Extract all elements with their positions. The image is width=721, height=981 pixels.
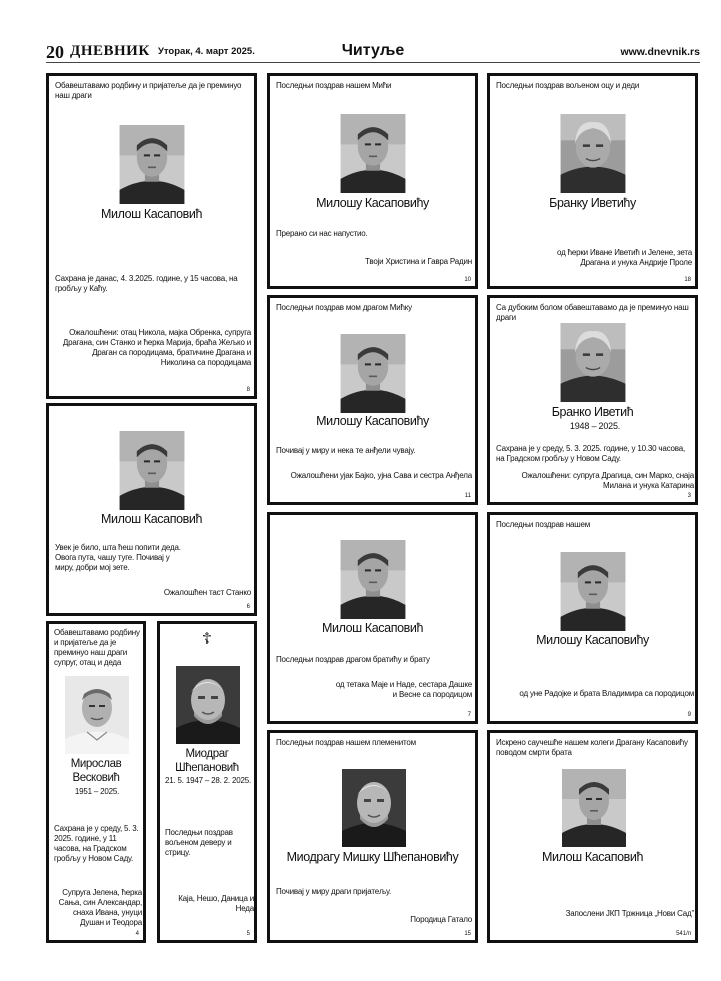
- portrait-photo: [119, 125, 185, 204]
- notice-code: 5: [246, 931, 250, 937]
- portrait-photo: [119, 431, 185, 510]
- notice-signature: од уне Радојке и брата Владимира са породицом: [519, 689, 694, 698]
- portrait-photo: [560, 114, 626, 193]
- notice-message: Прерано си нас напустио.: [276, 229, 368, 238]
- page-number: 20: [46, 42, 64, 62]
- issue-date: Уторак, 4. март 2025.: [158, 46, 255, 57]
- funeral-details: Сахрана је данас, 4. 3.2025. године, у 15 часова, на гробљу у Каћу.: [55, 274, 238, 293]
- obituary-notice-10: [267, 73, 478, 289]
- notice-message: Последњи поздрав вољеном деверу и стрицу.: [165, 828, 233, 857]
- website-link[interactable]: www.dnevnik.rs: [620, 46, 700, 58]
- funeral-details: Сахрана је у среду, 5. 3. 2025. године, у 11 часова, на Градском гробљу у Новом Саду.: [54, 824, 139, 863]
- portrait-photo: [560, 323, 626, 402]
- notice-code: 6: [246, 604, 250, 610]
- notice-intro: Последњи поздрав нашем племенитом: [276, 738, 416, 747]
- notice-intro: Са дубоким болом обавештавамо да је преминуо наш драги: [496, 303, 689, 322]
- notice-signature: Каја, Нешо, Даница и Неда: [178, 894, 254, 913]
- notice-code: 15: [464, 931, 471, 937]
- portrait-photo: [65, 676, 129, 754]
- notice-intro: Последњи поздрав нашем Мићи: [276, 81, 392, 90]
- obituary-notice-15: [267, 730, 478, 943]
- life-years: 1951 – 2025.: [74, 787, 120, 796]
- section-title: Читуље: [341, 42, 405, 59]
- obituary-notice-541: [487, 730, 698, 943]
- notice-intro: Последњи поздрав мом драгом Мићку: [276, 303, 412, 312]
- notice-code: 10: [464, 277, 471, 283]
- deceased-last-name: Шћепановић: [175, 762, 239, 774]
- obituary-notice-4: [46, 621, 146, 943]
- deceased-name: Милош Касаповић: [321, 621, 423, 635]
- portrait-photo: [340, 540, 406, 619]
- notice-intro: Обавештавамо родбину и пријатеље да је преминуо наш драги: [55, 81, 242, 100]
- notice-message: Последњи поздрав драгом братићу и брату: [276, 655, 430, 664]
- obituary-notice-8: [46, 73, 257, 399]
- obituary-notice-5: [157, 621, 257, 943]
- notice-signature: Породица Гатало: [410, 915, 472, 924]
- orthodox-cross-icon: ☦: [201, 631, 213, 648]
- deceased-name: Милошу Касаповићу: [316, 414, 429, 428]
- notice-signature: Ожалошћени: отац Никола, мајка Обренка, супруга Драгана, син Станко и ћерка Марија, браћа Жељко и Драган са породицама, братичине Драгана и Николина са породицама: [62, 328, 251, 367]
- obituary-notice-18: [487, 73, 698, 289]
- notice-code: 7: [467, 712, 471, 718]
- notice-signature: Супруга Јелена, ћерка Сања, син Александар, снаха Ивана, унуци Душан и Теодора: [58, 888, 142, 927]
- notice-code: 11: [464, 493, 471, 499]
- deceased-last-name: Весковић: [72, 772, 120, 784]
- deceased-name: Милош Касаповић: [541, 850, 643, 864]
- deceased-name: Миодрагу Мишку Шћепановићу: [286, 850, 459, 864]
- portrait-photo: [340, 114, 406, 193]
- header-rule: [46, 62, 700, 63]
- portrait-photo: [340, 334, 406, 413]
- funeral-details: Сахрана је у среду, 5. 3. 2025. године, у 10.30 часова, на Градском гробљу у Новом Саду.: [496, 444, 685, 463]
- portrait-photo: [342, 769, 406, 847]
- portrait-photo: [562, 769, 626, 847]
- notice-signature: Твоји Христина и Гавра Радин: [365, 257, 472, 266]
- notice-code: 4: [135, 931, 139, 937]
- page-header: [46, 40, 700, 64]
- notice-signature: Ожалошћени: супруга Драгица, син Марко, снаја Милана и унука Катарина: [521, 471, 694, 490]
- deceased-name: Милошу Касаповићу: [316, 196, 429, 210]
- portrait-photo: [560, 552, 626, 631]
- deceased-name: Милош Касаповић: [100, 207, 202, 221]
- notice-code: 9: [687, 712, 691, 718]
- portrait-photo: [176, 666, 240, 744]
- deceased-first-name: Мирослав: [70, 758, 122, 770]
- notice-message: Почивај у миру и нека те анђели чувају.: [276, 446, 416, 455]
- notice-signature: Ожалошћени ујак Бајко, ујна Сава и сестра Анђела: [290, 471, 472, 480]
- deceased-name: Бранко Иветић: [551, 405, 634, 419]
- deceased-name: Милошу Касаповићу: [536, 633, 649, 647]
- newspaper-logo: ДНЕВНИК: [70, 43, 150, 59]
- obituary-notice-11: [267, 295, 478, 505]
- notice-signature: Запослени ЈКП Тржница „Нови Сад”: [565, 909, 694, 918]
- obituary-notice-9: [487, 512, 698, 724]
- notice-code: 3: [687, 493, 691, 499]
- obituary-notice-7: [267, 512, 478, 724]
- deceased-name: Милош Касаповић: [100, 512, 202, 526]
- notice-intro: Обавештавамо родбину и пријатеље да је преминуо наш драги супруг, отац и деда: [54, 628, 140, 667]
- notice-intro: Последњи поздрав нашем: [496, 520, 591, 529]
- notice-intro: Искрено саучешће нашем колеги Драгану Касаповићу поводом смрти брата: [496, 738, 688, 757]
- notice-signature: Ожалошћен таст Станко: [163, 588, 251, 597]
- life-years: 1948 – 2025.: [569, 421, 621, 431]
- deceased-name: Бранку Иветићу: [549, 196, 636, 210]
- notice-code: 18: [684, 277, 691, 283]
- deceased-first-name: Миодраг: [185, 748, 229, 760]
- life-years: 21. 5. 1947 – 28. 2. 2025.: [165, 776, 251, 785]
- notice-intro: Последњи поздрав вољеном оцу и деди: [496, 81, 640, 90]
- notice-signature: од ћерки Иване Иветић и Јелене, зета Драгана и унука Андрије Проле: [557, 248, 692, 267]
- notice-code: 541/п: [676, 931, 691, 937]
- notice-message: Почивај у миру драги пријатељу.: [276, 887, 392, 896]
- obituary-notice-3: [487, 295, 698, 505]
- obituary-notice-6: [46, 403, 257, 616]
- notice-signature: од тетака Маје и Наде, сестара Дашке и Весне са породицом: [335, 680, 472, 699]
- notice-message: Увек је било, шта ћеш попити деда. Овога пута, чашу туге. Почивај у миру, добри мој зете.: [55, 543, 181, 572]
- notice-code: 8: [246, 387, 250, 393]
